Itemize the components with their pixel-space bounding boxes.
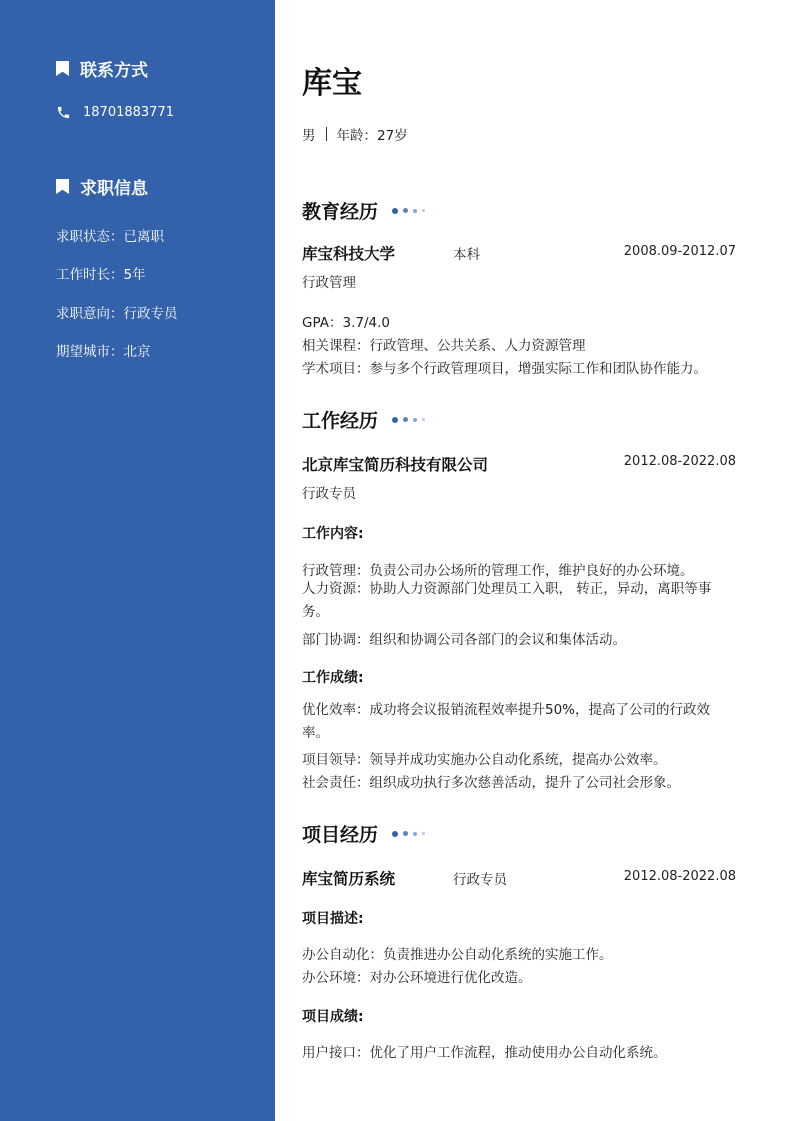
project-name: 库宝简历系统 bbox=[302, 870, 396, 888]
age: 年龄：27岁 bbox=[336, 128, 408, 144]
gpa: GPA：3.7/4.0 bbox=[302, 315, 390, 331]
job-intention: 求职意向：行政专员 bbox=[56, 306, 178, 322]
project-desc-title: 项目描述: bbox=[302, 911, 364, 927]
sidebar bbox=[0, 0, 275, 1121]
bookmark-icon bbox=[56, 61, 69, 76]
dots-decoration bbox=[392, 208, 430, 214]
project-desc-item: 办公环境：对办公环境进行优化改造。 bbox=[302, 970, 532, 986]
basic-info bbox=[302, 124, 408, 144]
job-status: 求职状态：已离职 bbox=[56, 229, 164, 245]
expected-city: 期望城市：北京 bbox=[56, 344, 151, 360]
school-name: 库宝科技大学 bbox=[302, 245, 396, 263]
work-period: 2012.08-2022.08 bbox=[623, 454, 736, 469]
dots-decoration bbox=[392, 417, 430, 423]
degree: 本科 bbox=[453, 247, 480, 263]
work-content-title: 工作内容: bbox=[302, 526, 364, 542]
project-role: 行政专员 bbox=[453, 872, 507, 888]
job-info-heading bbox=[56, 174, 148, 199]
contact-heading bbox=[56, 56, 148, 81]
courses: 相关课程：行政管理、公共关系、人力资源管理 bbox=[302, 338, 586, 354]
education-period: 2008.09-2012.07 bbox=[623, 244, 736, 259]
divider bbox=[326, 127, 327, 141]
company-name: 北京库宝简历科技有限公司 bbox=[302, 456, 489, 474]
candidate-name: 库宝 bbox=[302, 66, 362, 101]
academic-projects: 学术项目：参与多个行政管理项目，增强实际工作和团队协作能力。 bbox=[302, 361, 707, 377]
dots-decoration bbox=[392, 831, 430, 837]
phone-number: 18701883771 bbox=[83, 105, 174, 120]
job-info-title: 求职信息 bbox=[80, 179, 148, 199]
gender: 男 bbox=[302, 128, 316, 144]
work-achieve-item: 社会责任：组织成功执行多次慈善活动，提升了公司社会形象。 bbox=[302, 775, 680, 791]
project-section-title: 项目经历 bbox=[302, 820, 430, 847]
work-duration: 工作时长：5年 bbox=[56, 267, 146, 283]
work-section-title: 工作经历 bbox=[302, 406, 430, 433]
project-result-item: 用户接口：优化了用户工作流程，推动使用办公自动化系统。 bbox=[302, 1045, 667, 1061]
work-content-item: 人力资源：协助人力资源部门处理员工入职， 转正，异动，离职等事务。 bbox=[302, 581, 712, 620]
main-content bbox=[302, 0, 742, 1121]
project-result-title: 项目成绩: bbox=[302, 1009, 364, 1025]
work-achieve-title: 工作成绩: bbox=[302, 670, 364, 686]
work-achieve-item: 项目领导：领导并成功实施办公自动化系统，提高办公效率。 bbox=[302, 752, 667, 768]
education-section-title: 教育经历 bbox=[302, 197, 430, 224]
project-desc-item: 办公自动化：负责推进办公自动化系统的实施工作。 bbox=[302, 947, 613, 963]
phone-icon bbox=[56, 105, 71, 120]
major: 行政管理 bbox=[302, 275, 356, 291]
work-content-item: 部门协调：组织和协调公司各部门的会议和集体活动。 bbox=[302, 632, 626, 648]
work-position: 行政专员 bbox=[302, 486, 356, 502]
bookmark-icon bbox=[56, 179, 69, 194]
phone-row bbox=[56, 105, 174, 120]
work-achieve-item: 优化效率：成功将会议报销流程效率提升50%，提高了公司的行政效率。 bbox=[302, 702, 711, 741]
work-content-item: 行政管理：负责公司办公场所的管理工作，维护良好的办公环境。 bbox=[302, 563, 694, 579]
project-period: 2012.08-2022.08 bbox=[623, 869, 736, 884]
contact-title: 联系方式 bbox=[80, 61, 148, 81]
